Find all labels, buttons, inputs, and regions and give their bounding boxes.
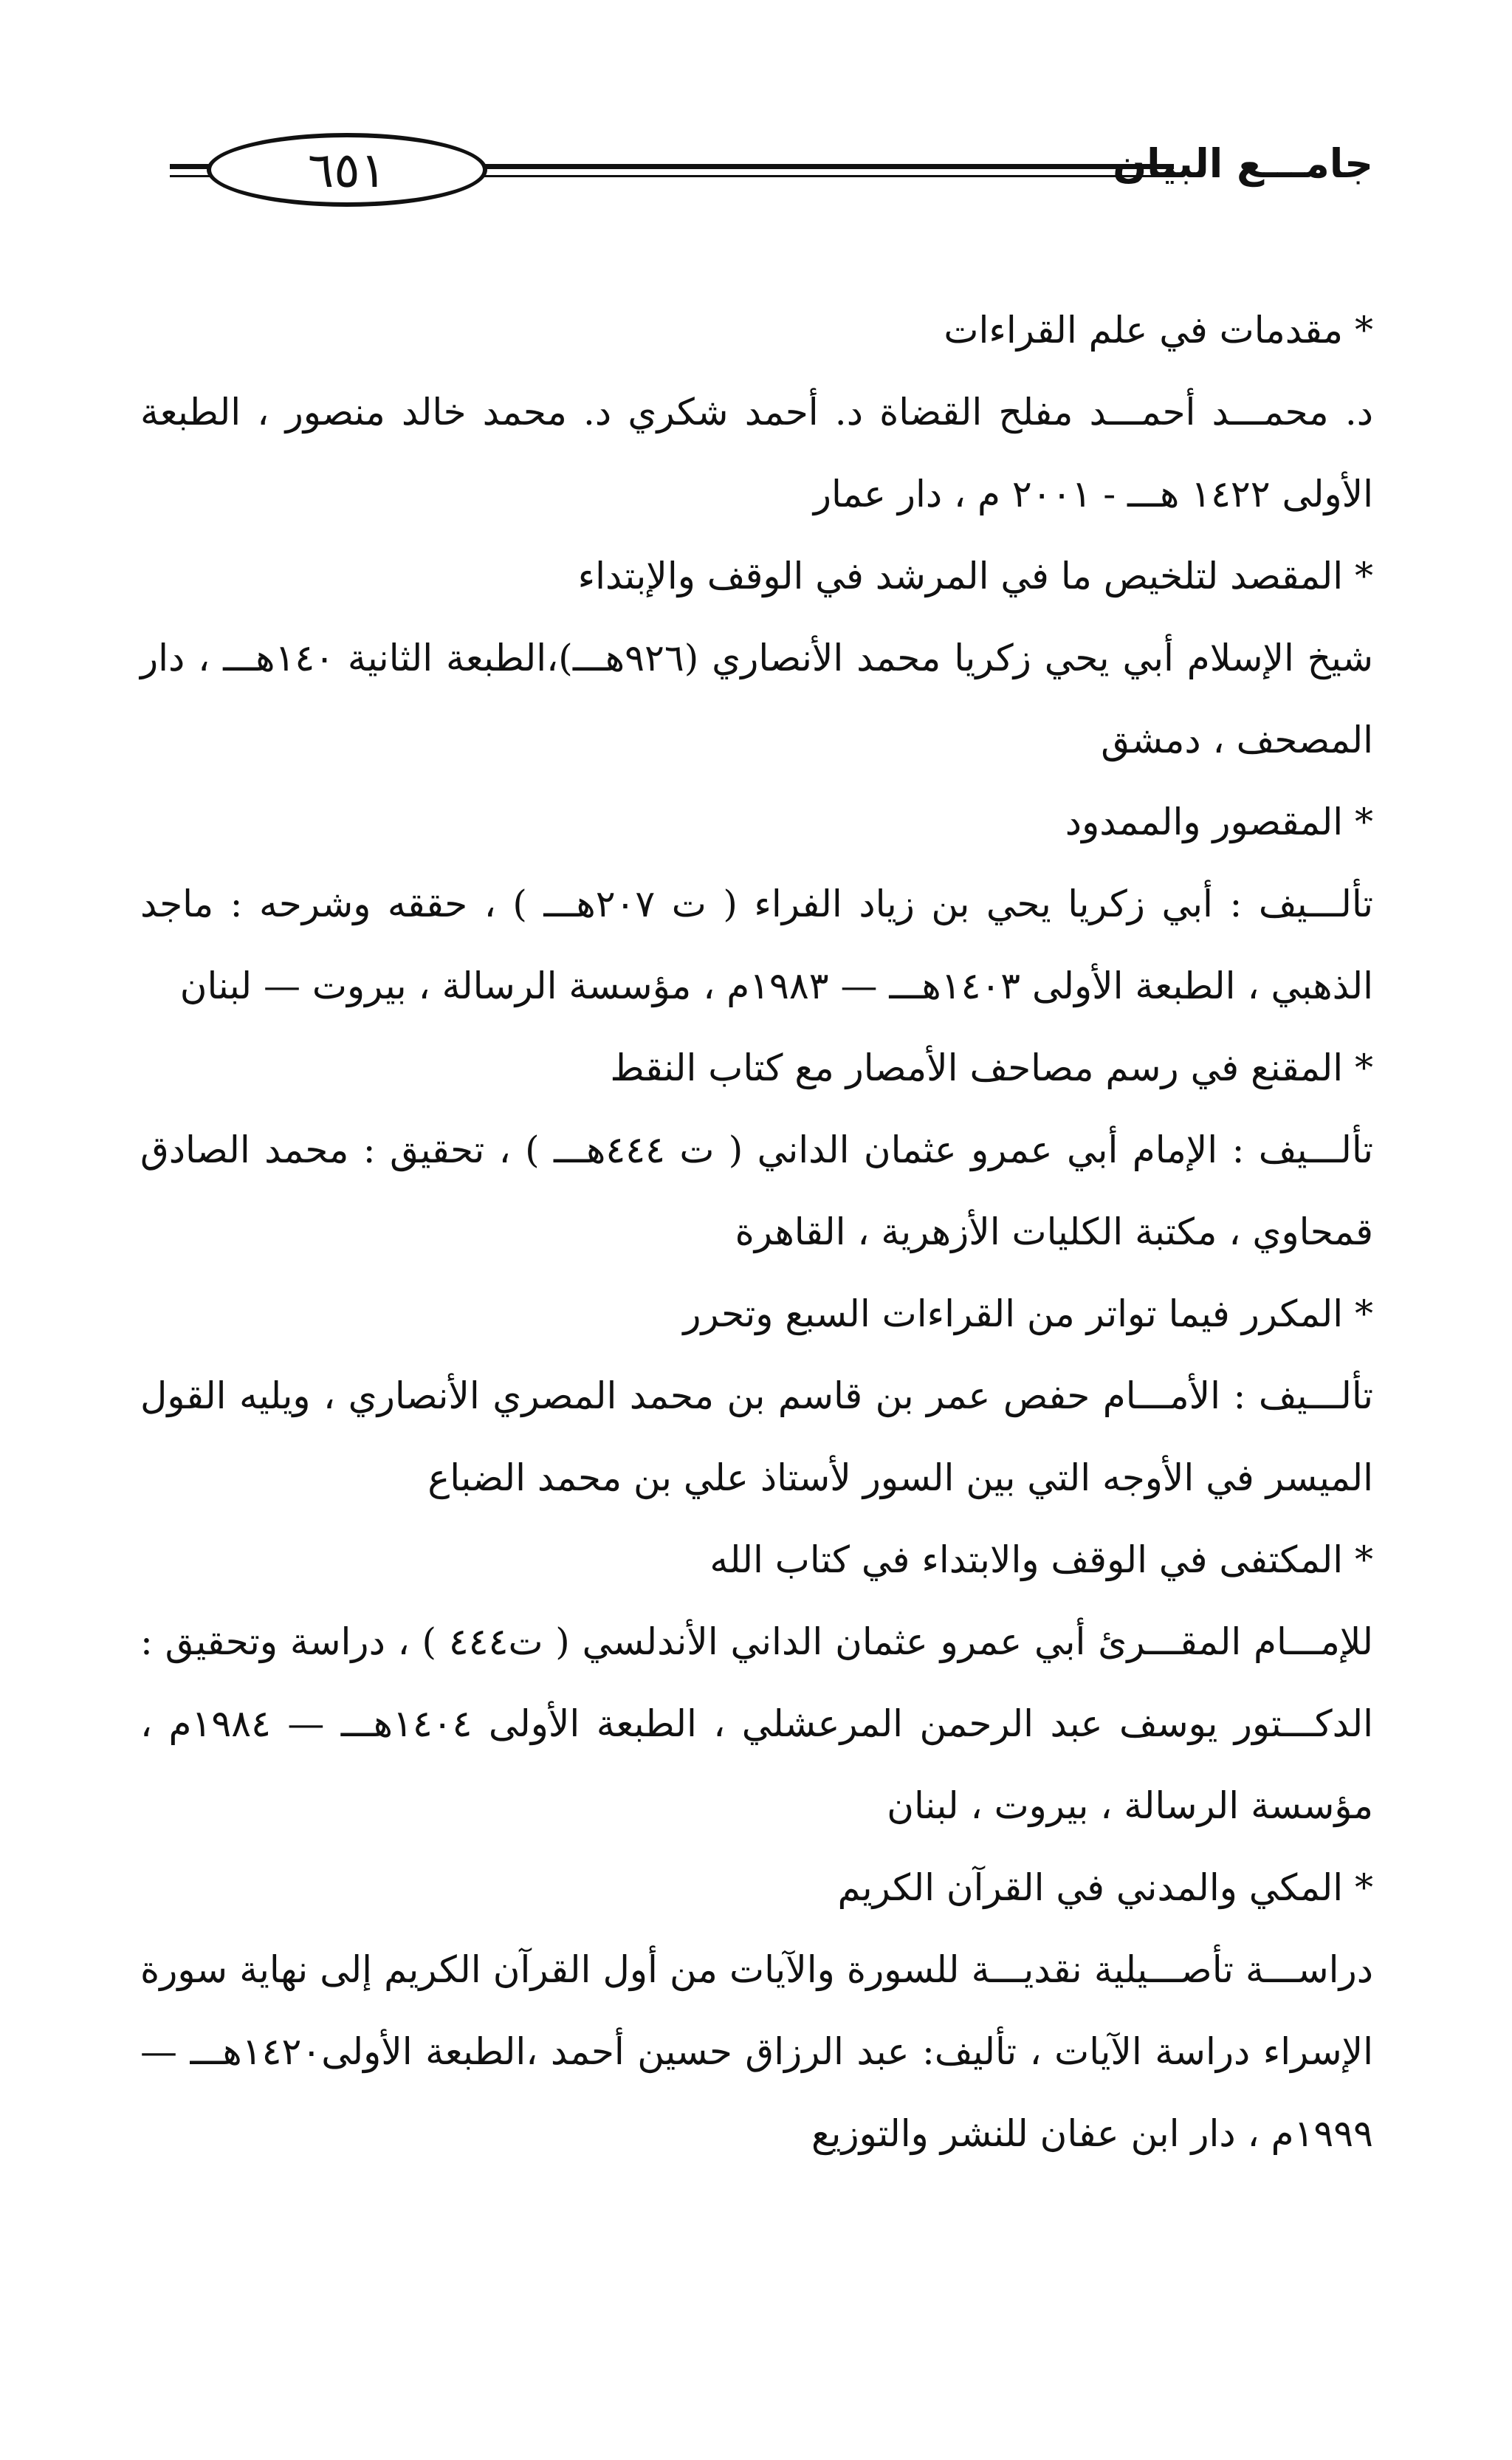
entry-title: * المقصور والممدود — [140, 781, 1373, 863]
entry-title: * مقدمات في علم القراءات — [140, 289, 1373, 371]
entry-details: شيخ الإسلام أبي يحي زكريا محمد الأنصاري (٩٢٦هـــ)،الطبعة الثانية ١٤٠هـــ ، دار المصحف ، دمشق — [140, 637, 1373, 761]
entry-details: تألـــيف : أبي زكريا يحي بن زياد الفراء ( ت ٢٠٧هـــ ) ، حققه وشرحه : ماجد الذهبي ، الطبعة الأولى ١٤٠٣هـــ — ١٩٨٣م ، مؤسسة الرسالة ، بيروت — لبنان — [140, 883, 1373, 1007]
entry-title: * المكي والمدني في القرآن الكريم — [140, 1847, 1373, 1929]
entry-title: * المكرر فيما تواتر من القراءات السبع وتحرر — [140, 1273, 1373, 1355]
page-header — [170, 118, 1373, 214]
bibliography-list — [140, 289, 1373, 2175]
entry-details: للإمـــام المقـــرئ أبي عمرو عثمان الداني الأندلسي ( ت٤٤٤ ) ، دراسة وتحقيق : الدكـــتور يوسف عبد الرحمن المرعشلي ، الطبعة الأولى ١٤٠٤هـــ — ١٩٨٤م ، مؤسسة الرسالة ، بيروت ، لبنان — [140, 1620, 1373, 1827]
entry-title: * المقنع في رسم مصاحف الأمصار مع كتاب النقط — [140, 1027, 1373, 1109]
entry-details: دراســـة تأصـــيلية نقديـــة للسورة والآيات من أول القرآن الكريم إلى نهاية سورة الإسراء دراسة الآيات ، تأليف: عبد الرزاق حسين أحمد ،الطبعة الأولى١٤٢٠هـــ — ١٩٩٩م ، دار ابن عفان للنشر والتوزيع — [140, 1948, 1373, 2155]
page-number: ٦٥١ — [207, 133, 487, 207]
entry-details: تألـــيف : الأمـــام حفص عمر بن قاسم بن محمد المصري الأنصاري ، ويليه القول الميسر في الأوجه التي بين السور لأستاذ علي بن محمد الضباع — [140, 1374, 1373, 1499]
entry-details: تألـــيف : الإمام أبي عمرو عثمان الداني ( ت ٤٤٤هـــ ) ، تحقيق : محمد الصادق قمحاوي ، مكتبة الكليات الأزهرية ، القاهرة — [140, 1128, 1373, 1253]
entry-details: د. محمـــد أحمـــد مفلح القضاة د. أحمد شكري د. محمد خالد منصور ، الطبعة الأولى ١٤٢٢ هـــ - ٢٠٠١ م ، دار عمار — [140, 391, 1373, 515]
entry-title: * المقصد لتلخيص ما في المرشد في الوقف والإبتداء — [140, 535, 1373, 617]
entry-title: * المكتفى في الوقف والابتداء في كتاب الله — [140, 1519, 1373, 1601]
running-title: جامـــع البيان — [1113, 140, 1373, 187]
